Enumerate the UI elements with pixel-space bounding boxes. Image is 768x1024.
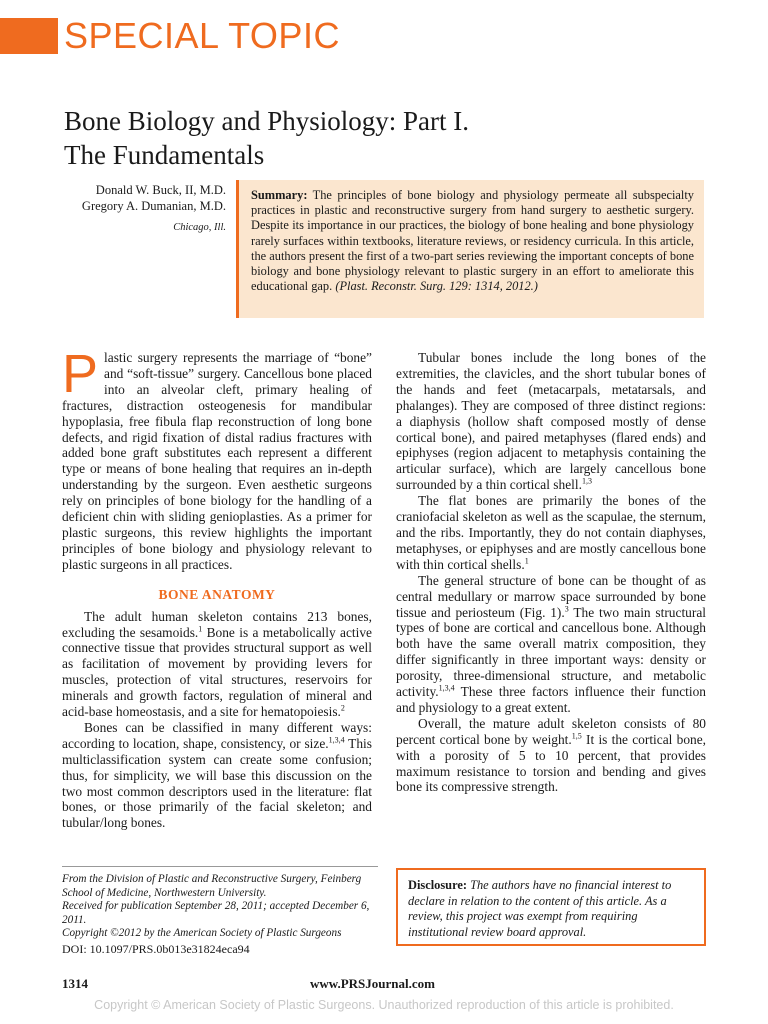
citation-ref: 1: [198, 624, 203, 634]
copyright-note: Copyright ©2012 by the American Society of Plastic Surgeons: [62, 927, 342, 940]
intro-text: lastic surgery represents the marriage of “bone” and “soft-tissue” surgery. Cancellous bone placed into an alveolar cleft, primary healing of fractures, distraction osteogenesis for mandibular hypoplasia, free fibula flap reconstruction of long bone defects, and rigid fixation of distal radius fractures with added bone graft substitutes each represent a different type or means of bone healing that requires an in-depth understanding by the surgeon. Even aesthetic surgeons rely on principles of bone biology for the handling of a deficient chin with sliding genioplasties. As a primer for plastic surgeons, this review highlights the important principles of bone biology and physiology relevant to plastic surgeons in all practices.: [62, 350, 372, 572]
para-text: These three factors influence their function and physiology to a great extent.: [396, 684, 706, 715]
received-note: Received for publication September 28, 2011; accepted December 6, 2011.: [62, 900, 370, 926]
para-text: The two main structural types of bone are cortical and cancellous bone. Although both have the same overall matrix composition, they differ significantly in three important ways: density or porosity, three-dimensional structure, and metabolic activity.: [396, 604, 706, 700]
citation-ref: 1,3,4: [438, 683, 455, 693]
doi-link[interactable]: DOI: 10.1097/PRS.0b013e31824eca94: [62, 941, 250, 956]
drop-cap: P: [62, 344, 99, 404]
body-paragraph: [396, 716, 706, 796]
article-title: [64, 104, 664, 172]
summary-text: The principles of bone biology and physiology permeate all subspecialty practices in plastic and reconstructive surgery from hand surgery to aesthetic surgery. Despite its importance in our practices, the biology of bone healing and bone physiology rarely surfaces within textbooks, literature reviews, or residency curricula. In this article, the authors present the first of a two-part series reviewing the important concepts of bone biology and bone physiology relevant to plastic surgery in an effort to ameliorate this educational gap.: [251, 188, 694, 294]
citation-ref: 1,3,4: [328, 735, 345, 745]
para-text: The adult human skeleton contains 213 bones, excluding the sesamoids.: [62, 608, 372, 640]
citation-ref: 1,5: [571, 731, 582, 741]
section-heading: BONE ANATOMY: [158, 586, 276, 602]
section-label: SPECIAL TOPIC: [64, 15, 340, 56]
author-block: [40, 182, 226, 236]
para-text: Overall, the mature adult skeleton consists of 80 percent cortical bone by weight.: [396, 715, 706, 747]
author-name: Donald W. Buck, II, M.D.: [95, 183, 226, 197]
title-line-2: The Fundamentals: [64, 140, 265, 170]
author-location: Chicago, Ill.: [173, 222, 226, 233]
page-number: 1314: [62, 976, 88, 991]
summary-citation: (Plast. Reconstr. Surg. 129: 1314, 2012.): [335, 279, 538, 294]
journal-url-link[interactable]: www.PRSJournal.com: [310, 976, 435, 991]
body-paragraph: [62, 720, 372, 831]
article-footnote: [62, 866, 378, 957]
body-paragraph: [62, 609, 372, 720]
citation-ref: 2: [340, 703, 345, 713]
para-text: The flat bones are primarily the bones of the craniofacial skeleton as well as the scapulae, the sternum, and the ribs. Importantly, they do not contain diaphyses, metaphyses, or epiphyses and are mostly cancellous bone with thin cortical shells.: [396, 493, 706, 572]
para-text: Bone is a metabolically active connective tissue that provides structural support as well as facilitation of movement by providing levers for muscles, protection of vital structures, reservoirs for minerals and growth factors, regulation of mineral and acid-base homeostasis, and a site for hematopoiesis.: [62, 624, 372, 720]
body-paragraph: [396, 573, 706, 716]
body-paragraph: [396, 493, 706, 573]
summary-paragraph: [251, 188, 694, 294]
body-column-left: [62, 344, 372, 831]
summary-label: Summary:: [251, 188, 308, 202]
disclosure-box: [396, 868, 706, 946]
citation-ref: 1,3: [581, 476, 592, 486]
copyright-watermark: Copyright © American Society of Plastic Surgeons. Unauthorized reproduction of this article is prohibited.: [94, 998, 674, 1012]
section-color-band: [0, 18, 58, 54]
intro-paragraph: [62, 344, 372, 573]
summary-box: [236, 180, 704, 318]
para-text: The general structure of bone can be thought of as central medullary or marrow space surrounded by bone tissue and periosteum (Fig. 1).: [396, 572, 706, 620]
citation-ref: 3: [564, 604, 569, 614]
title-line-1: Bone Biology and Physiology: Part I.: [64, 106, 469, 136]
body-column-right: [396, 350, 706, 795]
disclosure-text: The authors have no financial interest to declare in relation to the content of this article. As a review, this project was exempt from requiring institutional review board approval.: [408, 878, 672, 939]
disclosure-label: Disclosure:: [408, 878, 467, 892]
affiliation-note: From the Division of Plastic and Reconstructive Surgery, Feinberg School of Medicine, Northwestern University.: [62, 873, 362, 899]
para-text: This multiclassification system can create some confusion; thus, for simplicity, we will base this discussion on the two most common descriptors used in the literature: flat bones, or those primarily of the facial skeleton; and tubular/long bones.: [62, 735, 372, 831]
para-text: Tubular bones include the long bones of the extremities, the clavicles, and the short tubular bones of the hands and feet (metacarpals, metatarsals, and phalanges). They are composed of three distinct regions: a diaphysis (hollow shaft composed mostly of dense cortical bone), and paired metaphyses (flared ends) and epiphyses (region adjacent to metaphysis containing the articular surface), which are largely cancellous bone surrounded by a thin cortical shell.: [396, 350, 706, 493]
para-text: Bones can be classified in many different ways: according to location, shape, consistency, or size.: [62, 719, 372, 751]
para-text: It is the cortical bone, with a porosity of 5 to 10 percent, that provides maximum resistance to torsion and bending and gives bone its compressive strength.: [396, 731, 707, 795]
citation-ref: 1: [524, 556, 529, 566]
body-paragraph: [396, 350, 706, 493]
author-name: Gregory A. Dumanian, M.D.: [81, 199, 226, 213]
